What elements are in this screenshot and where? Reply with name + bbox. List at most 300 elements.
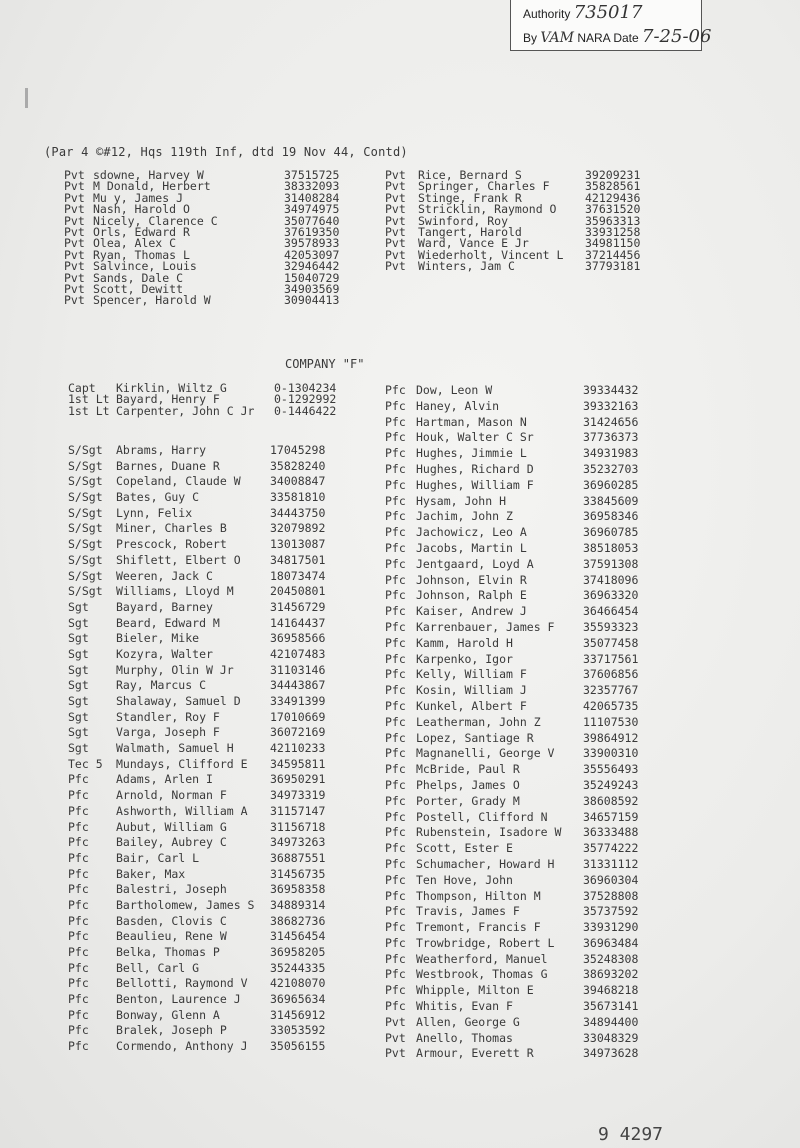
serial-number: 34595811 (270, 756, 326, 771)
rank-label: S/Sgt (68, 521, 103, 536)
declassification-stamp (510, 0, 712, 51)
scan-mark (25, 88, 28, 108)
rank-label: 1st Lt (68, 392, 110, 407)
serial-number: 36963320 (583, 588, 639, 603)
rank-label: Pfc (385, 935, 406, 950)
rank-label: Pfc (385, 619, 406, 634)
serial-number: 36960285 (583, 477, 639, 492)
soldier-name: Balestri, Joseph (116, 882, 227, 897)
soldier-name: Ward, Vance E Jr (418, 236, 529, 251)
rank-label: Sgt (68, 741, 89, 756)
rank-label: Pvt (64, 179, 85, 194)
soldier-name: Kamm, Harold H (416, 635, 513, 650)
serial-number: 35244335 (270, 960, 326, 975)
soldier-name: Postell, Clifford N (416, 809, 548, 824)
serial-number: 35232703 (583, 461, 639, 476)
serial-number: 33931258 (585, 224, 641, 239)
serial-number: 31424656 (583, 414, 639, 429)
serial-number: 36072169 (270, 725, 326, 740)
serial-number: 31156718 (270, 819, 326, 834)
rank-label: Pfc (385, 999, 406, 1014)
rank-label: Pfc (385, 414, 406, 429)
serial-number: 31408284 (284, 190, 340, 205)
soldier-name: Magnanelli, George V (416, 746, 555, 761)
rank-label: S/Sgt (68, 490, 103, 505)
serial-number: 34008847 (270, 474, 326, 489)
serial-number: 39332163 (583, 398, 639, 413)
rank-label: Pfc (68, 976, 89, 991)
rank-label: Sgt (68, 678, 89, 693)
rank-label: Sgt (68, 725, 89, 740)
serial-number: 11107530 (583, 714, 639, 729)
rank-label: Pfc (385, 841, 406, 856)
soldier-name: Schumacher, Howard H (416, 856, 555, 871)
soldier-name: Whitis, Evan F (416, 999, 513, 1014)
serial-number: 36958566 (270, 631, 326, 646)
rank-label: Pfc (385, 509, 406, 524)
soldier-name: Orls, Edward R (93, 224, 190, 239)
by-value: VAM (540, 30, 574, 46)
rank-label: Pfc (385, 888, 406, 903)
soldier-name: Kunkel, Albert F (416, 698, 527, 713)
rank-label: Pfc (385, 398, 406, 413)
soldier-name: Benton, Laurence J (116, 992, 241, 1007)
rank-label: Sgt (68, 694, 89, 708)
serial-number: 34903569 (284, 281, 340, 296)
soldier-name: Johnson, Elvin R (416, 572, 527, 587)
rank-label: Pfc (385, 872, 406, 887)
serial-number: 31456735 (270, 866, 326, 881)
soldier-name: Spencer, Harold W (93, 293, 211, 308)
authority-value: 735017 (573, 2, 643, 23)
serial-number: 42107483 (270, 646, 326, 661)
serial-number: 35828561 (585, 179, 641, 194)
soldier-name: Bellotti, Raymond V (116, 976, 248, 991)
soldier-name: Sands, Dale C (93, 270, 184, 285)
serial-number: 0-1292992 (274, 392, 337, 407)
soldier-name: Bair, Carl L (116, 850, 200, 865)
soldier-name: Basden, Clovis C (116, 913, 227, 928)
rank-label: Pvt (64, 224, 85, 239)
serial-number: 38608592 (583, 793, 639, 808)
serial-number: 35737592 (583, 904, 639, 919)
rank-label: Pfc (385, 714, 406, 729)
soldier-name: Shiflett, Elbert O (116, 552, 241, 567)
soldier-name: Kaiser, Andrew J (416, 604, 527, 619)
rank-label: Pfc (385, 920, 406, 935)
rank-label: Pfc (68, 882, 89, 897)
rank-label: Pfc (68, 992, 89, 1007)
serial-number: 33491399 (270, 694, 326, 708)
soldier-name: Cormendo, Anthony J (116, 1039, 248, 1054)
soldier-name: Karpenko, Igor (416, 651, 513, 666)
soldier-name: Bates, Guy C (116, 490, 200, 505)
serial-number: 32946442 (284, 259, 340, 274)
soldier-name: Hysam, John H (416, 493, 507, 508)
serial-number: 35077458 (583, 635, 639, 650)
rank-label: S/Sgt (68, 505, 103, 520)
soldier-name: Jachowicz, Leo A (416, 525, 527, 540)
serial-number: 36958205 (270, 945, 326, 959)
rank-label: Pfc (68, 1007, 89, 1022)
serial-number: 35593323 (583, 619, 639, 634)
rank-label: Pfc (385, 556, 406, 571)
soldier-name: Carpenter, John C Jr (116, 403, 255, 418)
rank-label: Pfc (385, 951, 406, 966)
soldier-name: Barnes, Duane R (116, 458, 220, 473)
rank-label: Pfc (385, 856, 406, 871)
serial-number: 36958358 (270, 882, 326, 897)
soldier-name: Stricklin, Raymond O (418, 202, 557, 217)
rank-label: Pfc (68, 1023, 89, 1038)
date-value: 7-25-06 (642, 26, 712, 47)
soldier-name: Porter, Grady M (416, 793, 520, 808)
serial-number: 38332093 (284, 179, 340, 194)
soldier-name: Tremont, Francis F (416, 920, 541, 935)
soldier-name: Miner, Charles B (116, 521, 227, 536)
rank-label: Pfc (68, 803, 89, 818)
serial-number: 33053592 (270, 1023, 326, 1038)
serial-number: 0-1446422 (274, 403, 337, 418)
rank-label: Sgt (68, 599, 89, 614)
soldier-name: Standler, Roy F (116, 709, 220, 724)
serial-number: 34973628 (583, 1046, 639, 1061)
serial-number: 18073474 (270, 568, 326, 583)
soldier-name: Bayard, Barney (116, 599, 213, 614)
serial-number: 35556493 (583, 762, 639, 777)
serial-number: 37619350 (284, 224, 340, 239)
rank-label: Tec 5 (68, 756, 103, 771)
soldier-name: Kirklin, Wiltz G (116, 381, 227, 395)
soldier-name: Adams, Arlen I (116, 772, 213, 787)
soldier-name: Bieler, Mike (116, 631, 200, 646)
soldier-name: Scott, Dewitt (93, 281, 184, 296)
soldier-name: Copeland, Claude W (116, 474, 241, 489)
serial-number: 15040729 (284, 270, 340, 285)
soldier-name: Bonway, Glenn A (116, 1007, 220, 1022)
serial-number: 31456454 (270, 929, 326, 944)
serial-number: 36333488 (583, 825, 639, 840)
soldier-name: Rice, Bernard S (418, 168, 522, 182)
rank-label: Sgt (68, 631, 89, 646)
rank-label: Pfc (385, 572, 406, 587)
authority-label: Authority (523, 7, 571, 21)
soldier-name: Murphy, Olin W Jr (116, 662, 234, 677)
rank-label: Pvt (64, 270, 85, 285)
rank-label: Pfc (385, 635, 406, 650)
serial-number: 37606856 (583, 667, 639, 682)
serial-number: 35828240 (270, 458, 326, 473)
serial-number: 42053097 (284, 247, 340, 262)
soldier-name: Walmath, Samuel H (116, 741, 234, 756)
serial-number: 20450801 (270, 584, 326, 599)
serial-number: 0-1304234 (274, 381, 337, 395)
rank-label: Pvt (385, 259, 406, 274)
soldier-name: Anello, Thomas (416, 1030, 513, 1045)
soldier-name: Whipple, Milton E (416, 983, 534, 998)
serial-number: 33581810 (270, 490, 326, 505)
soldier-name: Stinge, Frank R (418, 190, 522, 205)
rank-label: Sgt (68, 615, 89, 630)
serial-number: 37214456 (585, 247, 641, 262)
rank-label: Pfc (385, 809, 406, 824)
serial-number: 35963313 (585, 213, 641, 228)
serial-number: 30904413 (284, 293, 340, 308)
serial-number: 42129436 (585, 190, 641, 205)
soldier-name: Trowbridge, Robert L (416, 935, 555, 950)
rank-label: Pvt (64, 168, 85, 182)
soldier-name: Allen, George G (416, 1014, 520, 1029)
soldier-name: Jacobs, Martin L (416, 540, 527, 555)
rank-label: S/Sgt (68, 474, 103, 489)
serial-number: 34443750 (270, 505, 326, 520)
soldier-name: Salvince, Louis (93, 259, 197, 274)
soldier-name: Olea, Alex C (93, 236, 177, 251)
soldier-name: Jachim, John Z (416, 509, 513, 524)
order-header: (Par 4 ©#12, Hqs 119th Inf, dtd 19 Nov 44, Contd) (44, 145, 408, 159)
serial-number: 37515725 (284, 168, 340, 182)
soldier-name: Rubenstein, Isadore W (416, 825, 562, 840)
soldier-name: Kozyra, Walter (116, 646, 213, 661)
soldier-name: Hughes, William F (416, 477, 534, 492)
serial-number: 36960785 (583, 525, 639, 540)
rank-label: 1st Lt (68, 403, 110, 418)
rank-label: Pvt (385, 236, 406, 251)
serial-number: 34981150 (585, 236, 641, 251)
rank-label: Pfc (385, 651, 406, 666)
soldier-name: Winters, Jam C (418, 259, 515, 274)
rank-label: Pfc (68, 850, 89, 865)
rank-label: Pvt (64, 190, 85, 205)
rank-label: Pfc (385, 477, 406, 492)
soldier-name: Leatherman, John Z (416, 714, 541, 729)
rank-label: Pfc (68, 913, 89, 928)
soldier-name: Jentgaard, Loyd A (416, 556, 534, 571)
serial-number: 34973263 (270, 835, 326, 850)
serial-number: 33845609 (583, 493, 639, 508)
rank-label: Pvt (385, 190, 406, 205)
soldier-name: Arnold, Norman F (116, 788, 227, 803)
serial-number: 38518053 (583, 540, 639, 555)
rank-label: Sgt (68, 646, 89, 661)
rank-label: Pfc (68, 897, 89, 912)
soldier-name: Kelly, William F (416, 667, 527, 682)
serial-number: 34443867 (270, 678, 326, 693)
serial-number: 35249243 (583, 777, 639, 792)
soldier-name: Williams, Lloyd M (116, 584, 234, 599)
by-label: By (523, 31, 538, 45)
serial-number: 36965634 (270, 992, 326, 1007)
serial-number: 34974975 (284, 202, 340, 217)
rank-label: Capt (68, 381, 96, 395)
soldier-name: Lynn, Felix (116, 505, 193, 520)
soldier-name: Bartholomew, James S (116, 897, 255, 912)
soldier-name: Springer, Charles F (418, 179, 550, 194)
serial-number: 31456912 (270, 1007, 326, 1022)
serial-number: 36963484 (583, 935, 639, 950)
serial-number: 39468218 (583, 983, 639, 998)
serial-number: 37528808 (583, 888, 639, 903)
serial-number: 34973319 (270, 788, 326, 803)
serial-number: 31331112 (583, 856, 639, 871)
rank-label: Pfc (385, 604, 406, 619)
rank-label: Pfc (385, 683, 406, 698)
rank-label: Pfc (385, 667, 406, 682)
rank-label: S/Sgt (68, 458, 103, 473)
soldier-name: Kosin, William J (416, 683, 527, 698)
rank-label: Pfc (385, 793, 406, 808)
soldier-name: Scott, Ester E (416, 841, 513, 856)
rank-label: Pvt (385, 168, 406, 182)
rank-label: S/Sgt (68, 552, 103, 567)
rank-label: Pfc (385, 383, 406, 397)
rank-label: Pfc (68, 772, 89, 787)
page-number: 9 4297 (598, 1124, 664, 1145)
rank-label: Pfc (68, 819, 89, 834)
rank-label: Pvt (64, 202, 85, 217)
soldier-name: Aubut, William G (116, 819, 227, 834)
soldier-name: Hughes, Richard D (416, 461, 534, 476)
serial-number: 37591308 (583, 556, 639, 571)
serial-number: 34931983 (583, 446, 639, 461)
serial-number: 35774222 (583, 841, 639, 856)
serial-number: 17045298 (270, 443, 326, 457)
serial-number: 37418096 (583, 572, 639, 587)
soldier-name: Bayard, Henry F (116, 392, 220, 407)
soldier-name: Shalaway, Samuel D (116, 694, 241, 708)
soldier-name: Westbrook, Thomas G (416, 967, 548, 982)
serial-number: 39578933 (284, 236, 340, 251)
rank-label: Pfc (385, 746, 406, 761)
rank-label: Pfc (68, 835, 89, 850)
serial-number: 31157147 (270, 803, 326, 818)
serial-number: 35056155 (270, 1039, 326, 1054)
rank-label: Pfc (385, 430, 406, 445)
rank-label: Pfc (68, 866, 89, 881)
rank-label: Pvt (64, 213, 85, 228)
rank-label: Sgt (68, 709, 89, 724)
rank-label: S/Sgt (68, 443, 103, 457)
rank-label: Pfc (385, 588, 406, 603)
serial-number: 38682736 (270, 913, 326, 928)
rank-label: Pfc (68, 1039, 89, 1054)
serial-number: 35077640 (284, 213, 340, 228)
serial-number: 33048329 (583, 1030, 639, 1045)
soldier-name: Hartman, Mason N (416, 414, 527, 429)
soldier-name: Lopez, Santiage R (416, 730, 534, 745)
serial-number: 14164437 (270, 615, 326, 630)
rank-label: Pvt (64, 281, 85, 296)
soldier-name: Weeren, Jack C (116, 568, 213, 583)
rank-label: Pfc (68, 960, 89, 975)
rank-label: Pvt (64, 236, 85, 251)
rank-label: Pfc (385, 904, 406, 919)
serial-number: 34817501 (270, 552, 326, 567)
soldier-name: Phelps, James O (416, 777, 520, 792)
serial-number: 39334432 (583, 383, 639, 397)
soldier-name: Johnson, Ralph E (416, 588, 527, 603)
soldier-name: Haney, Alvin (416, 398, 500, 413)
soldier-name: Belka, Thomas P (116, 945, 220, 959)
serial-number: 37793181 (585, 259, 641, 274)
rank-label: Pfc (385, 983, 406, 998)
rank-label: Pvt (385, 1030, 406, 1045)
serial-number: 36958346 (583, 509, 639, 524)
serial-number: 33931290 (583, 920, 639, 935)
soldier-name: Houk, Walter C Sr (416, 430, 534, 445)
serial-number: 35673141 (583, 999, 639, 1014)
serial-number: 39209231 (585, 168, 641, 182)
serial-number: 42110233 (270, 741, 326, 756)
rank-label: Pfc (385, 446, 406, 461)
soldier-name: Bralek, Joseph P (116, 1023, 227, 1038)
serial-number: 36950291 (270, 772, 326, 787)
serial-number: 42065735 (583, 698, 639, 713)
rank-label: Pvt (385, 202, 406, 217)
soldier-name: Varga, Joseph F (116, 725, 220, 740)
rank-label: Pfc (68, 929, 89, 944)
serial-number: 17010669 (270, 709, 326, 724)
serial-number: 33900310 (583, 746, 639, 761)
soldier-name: Karrenbauer, James F (416, 619, 555, 634)
rank-label: Pvt (64, 247, 85, 262)
soldier-name: Baker, Max (116, 866, 186, 881)
soldier-name: Nicely, Clarence C (93, 213, 218, 228)
rank-label: S/Sgt (68, 537, 103, 552)
rank-label: Pfc (385, 730, 406, 745)
rank-label: Pfc (385, 493, 406, 508)
rank-label: Pvt (385, 224, 406, 239)
serial-number: 13013087 (270, 537, 326, 552)
company-title: COMPANY "F" (285, 357, 365, 371)
soldier-name: Prescock, Robert (116, 537, 227, 552)
rank-label: Pvt (64, 259, 85, 274)
rank-label: Pfc (385, 540, 406, 555)
soldier-name: M Donald, Herbert (93, 179, 211, 194)
nara-date-label: NARA Date (577, 31, 639, 45)
soldier-name: Ray, Marcus C (116, 678, 207, 693)
serial-number: 31103146 (270, 662, 326, 677)
rank-label: Pvt (385, 1014, 406, 1029)
serial-number: 37736373 (583, 430, 639, 445)
rank-label: Sgt (68, 662, 89, 677)
soldier-name: Nash, Harold O (93, 202, 190, 217)
soldier-name: Travis, James F (416, 904, 520, 919)
rank-label: Pfc (385, 698, 406, 713)
serial-number: 34889314 (270, 897, 326, 912)
rank-label: Pfc (385, 762, 406, 777)
rank-label: S/Sgt (68, 568, 103, 583)
soldier-name: Tangert, Harold (418, 224, 522, 239)
rank-label: Pvt (385, 213, 406, 228)
serial-number: 37631520 (585, 202, 641, 217)
soldier-name: Armour, Everett R (416, 1046, 534, 1061)
serial-number: 38693202 (583, 967, 639, 982)
soldier-name: Bailey, Aubrey C (116, 835, 227, 850)
soldier-name: Hughes, Jimmie L (416, 446, 527, 461)
rank-label: Pfc (385, 461, 406, 476)
soldier-name: McBride, Paul R (416, 762, 520, 777)
serial-number: 36466454 (583, 604, 639, 619)
serial-number: 32079892 (270, 521, 326, 536)
serial-number: 35248308 (583, 951, 639, 966)
serial-number: 31456729 (270, 599, 326, 614)
rank-label: Pvt (385, 179, 406, 194)
soldier-name: Ten Hove, John (416, 872, 513, 887)
soldier-name: Swinford, Roy (418, 213, 509, 228)
soldier-name: Mu y, James J (93, 190, 184, 205)
rank-label: Pvt (64, 293, 85, 308)
